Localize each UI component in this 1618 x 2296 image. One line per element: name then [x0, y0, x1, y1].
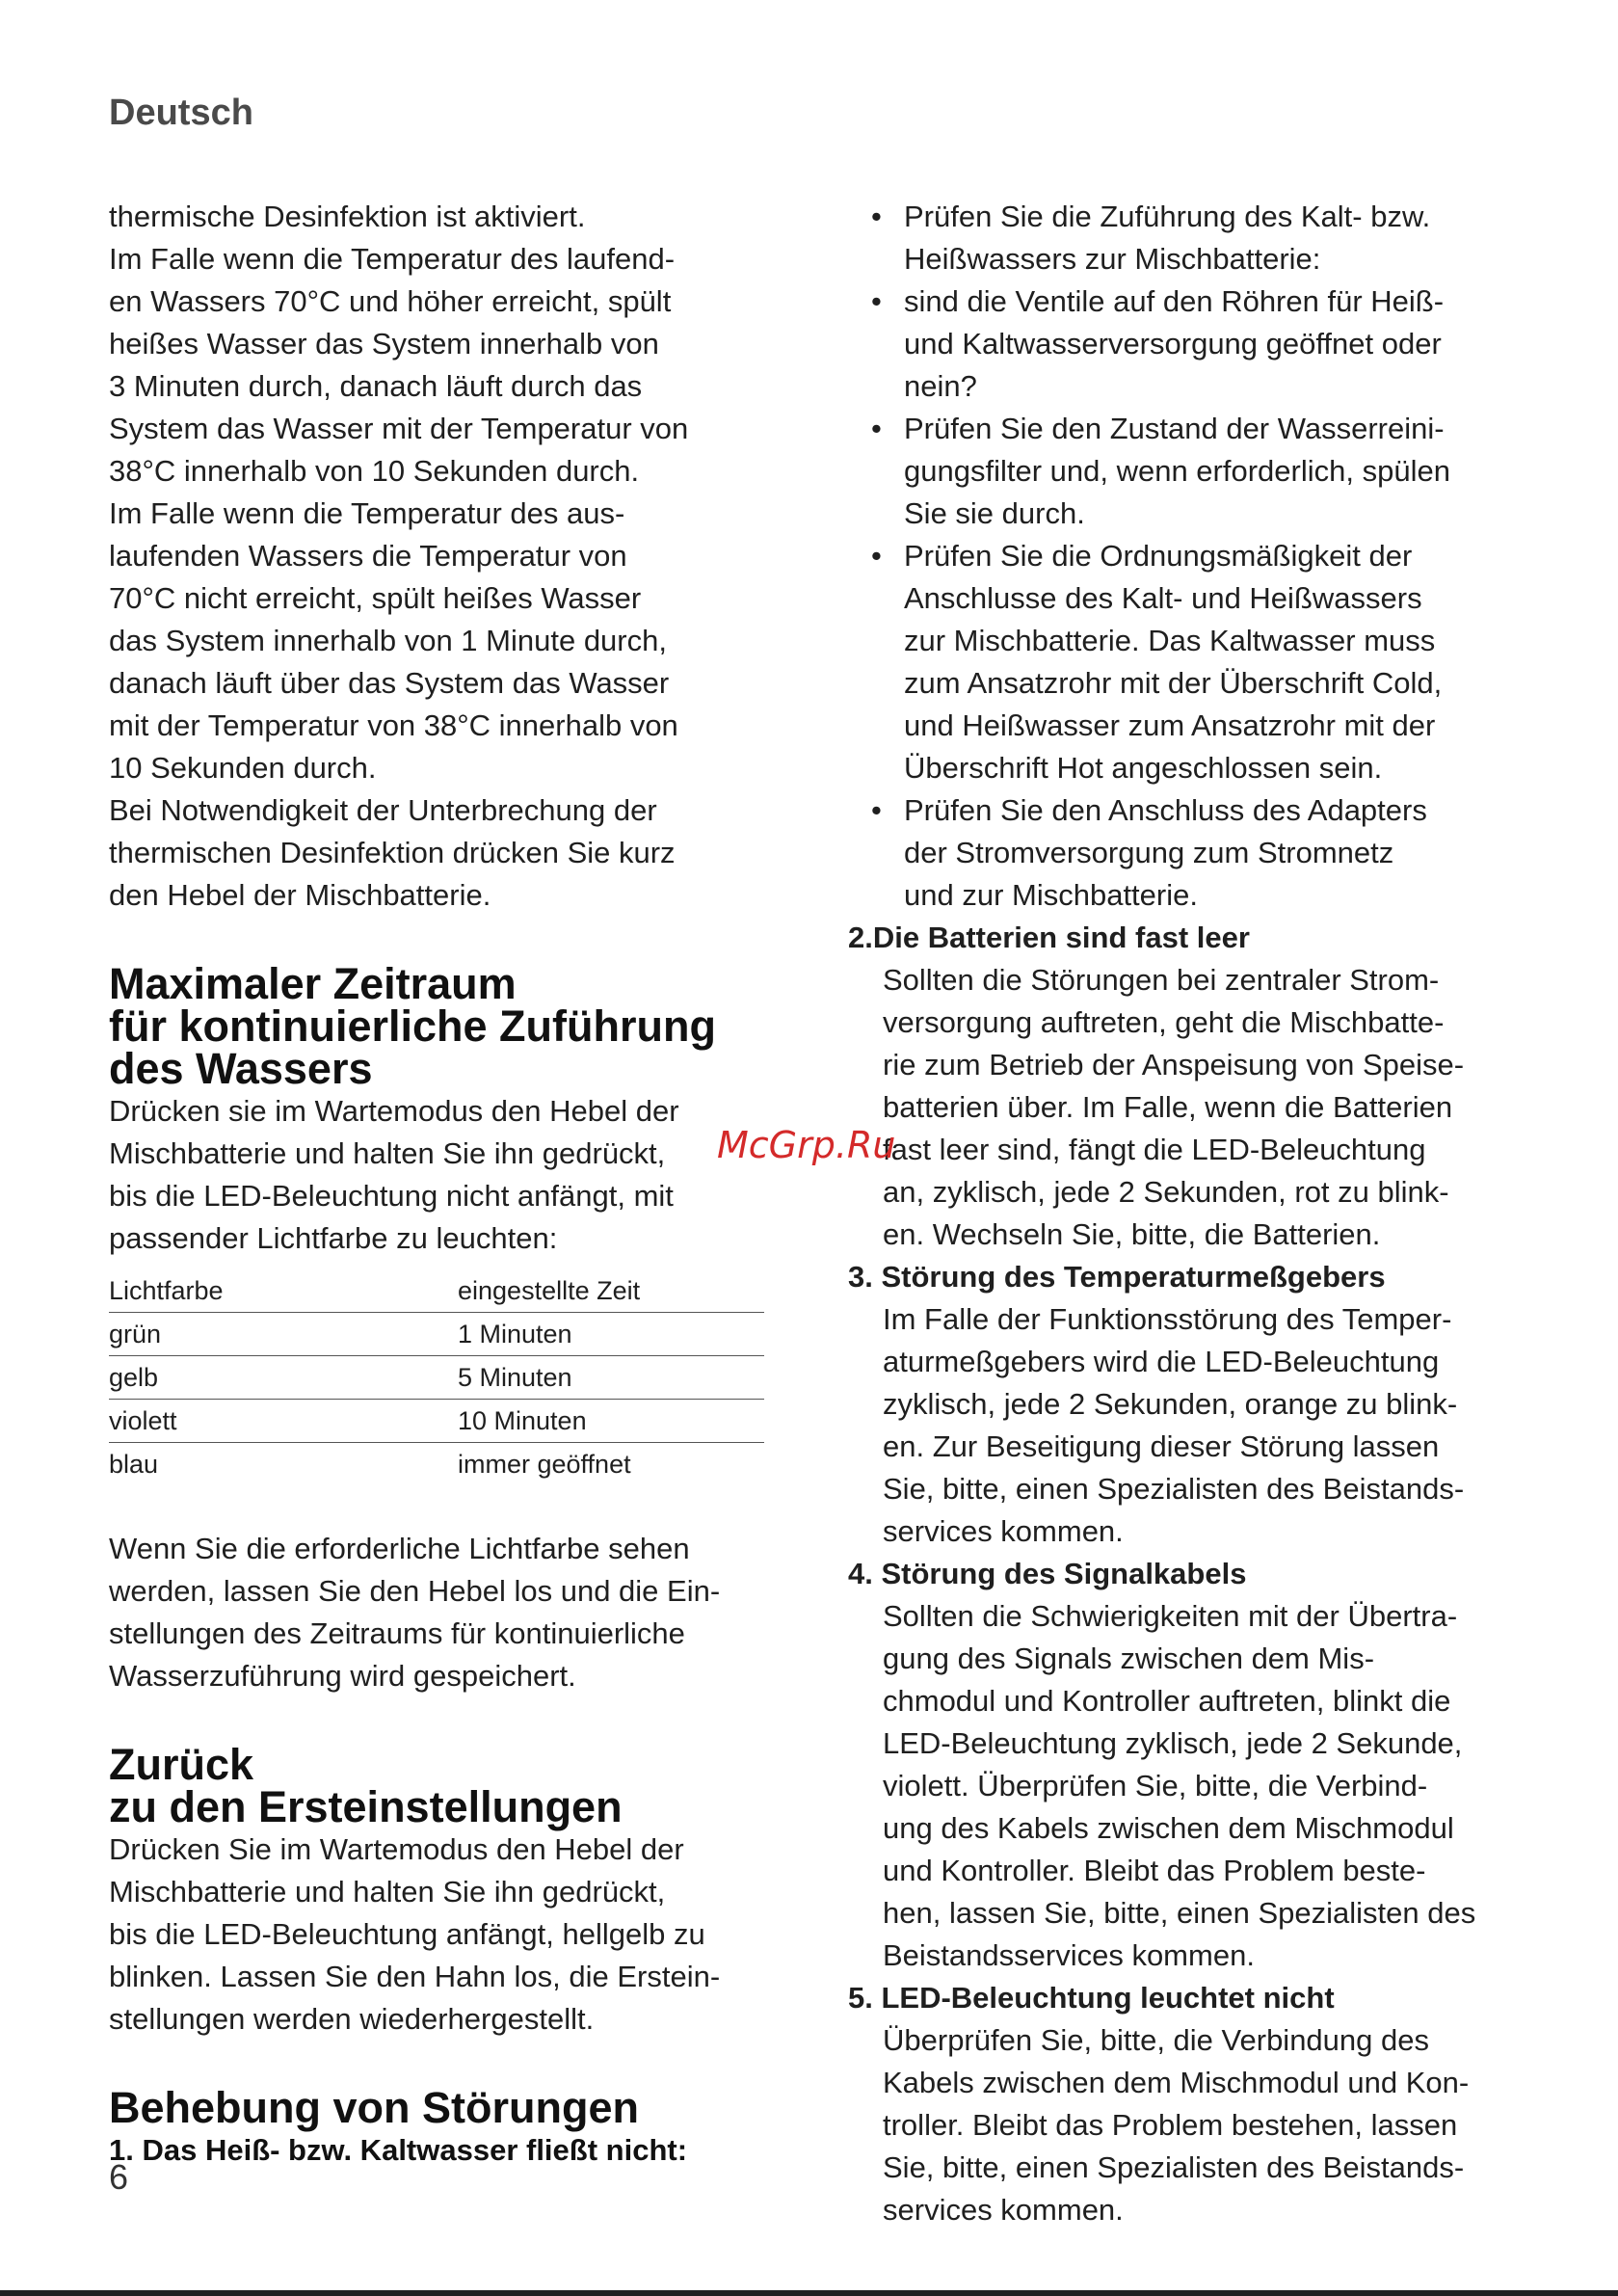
- text-line: LED-Beleuchtung zyklisch, jede 2 Sekunde,: [883, 1726, 1463, 1760]
- text-line: en Wassers 70°C und höher erreicht, spült: [109, 284, 672, 318]
- list-item: [848, 408, 1513, 535]
- text-line: werden, lassen Sie den Hebel los und die Ein-: [109, 1574, 721, 1608]
- trouble-item-led: [848, 1977, 1513, 2231]
- text-line: zum Ansatzrohr mit der Überschrift Cold,: [904, 666, 1443, 700]
- text-line: services kommen.: [883, 1514, 1124, 1548]
- text-line: das System innerhalb von 1 Minute durch,: [109, 624, 667, 657]
- text-line: versorgung auftreten, geht die Mischbatte-: [883, 1005, 1445, 1039]
- text-line: 3 Minuten durch, danach läuft durch das: [109, 369, 643, 403]
- text-line: Im Falle wenn die Temperatur des laufend-: [109, 242, 676, 276]
- text-line: Sie, bitte, einen Spezialisten des Beistands-: [883, 1472, 1465, 1506]
- table-cell: blau: [109, 1449, 159, 1479]
- text-line: und Kaltwasserversorgung geöffnet oder: [904, 327, 1442, 360]
- text-line: bis die LED-Beleuchtung anfängt, hellgelb zu: [109, 1917, 705, 1951]
- table-row: [109, 1356, 764, 1400]
- table-cell: 1 Minuten: [458, 1313, 764, 1356]
- text-line: ung des Kabels zwischen dem Mischmodul: [883, 1811, 1454, 1845]
- list-item: [848, 789, 1513, 917]
- text-line: Wenn Sie die erforderliche Lichtfarbe sehen: [109, 1532, 690, 1565]
- spacer: [109, 1485, 764, 1528]
- table-row: [109, 1443, 764, 1486]
- text-line: laufenden Wassers die Temperatur von: [109, 539, 627, 573]
- trouble-item-signal-cable: [848, 1553, 1513, 1977]
- text-line: Heißwassers zur Mischbatterie:: [904, 242, 1321, 276]
- text-line: an, zyklisch, jede 2 Sekunden, rot zu blink-: [883, 1175, 1449, 1209]
- text-line: Drücken sie im Wartemodus den Hebel der: [109, 1094, 679, 1128]
- text-line: Mischbatterie und halten Sie ihn gedrückt,: [109, 1136, 666, 1170]
- text-line: danach läuft über das System das Wasser: [109, 666, 670, 700]
- text-line: mit der Temperatur von 38°C innerhalb von: [109, 708, 678, 742]
- text-line: • sind die Ventile auf den Röhren für Heiß-: [904, 284, 1445, 318]
- text-line: und Kontroller. Bleibt das Problem beste-: [883, 1854, 1426, 1887]
- text-line: stellungen werden wiederhergestellt.: [109, 2002, 595, 2036]
- text-line: en. Zur Beseitigung dieser Störung lassen: [883, 1429, 1440, 1463]
- text-line: thermische Desinfektion ist aktiviert.: [109, 200, 586, 233]
- text-line: Sollten die Schwierigkeiten mit der Übertra-: [883, 1599, 1458, 1633]
- text-line: Überschrift Hot angeschlossen sein.: [904, 751, 1383, 785]
- table-header-cell: eingestellte Zeit: [458, 1269, 764, 1313]
- watermark: McGrp.Ru: [717, 1124, 896, 1166]
- text-line: troller. Bleibt das Problem bestehen, lassen: [883, 2108, 1458, 2142]
- page-header-language: Deutsch: [109, 93, 253, 133]
- text-line: violett. Überprüfen Sie, bitte, die Verbind-: [883, 1769, 1428, 1802]
- text-line: und Heißwasser zum Ansatzrohr mit der: [904, 708, 1436, 742]
- bottom-rule: [0, 2290, 1618, 2296]
- section-reset: [109, 1740, 764, 2041]
- table-cell: grün: [109, 1313, 458, 1356]
- text-line: bis die LED-Beleuchtung nicht anfängt, mit: [109, 1179, 674, 1213]
- table-row: [109, 1313, 764, 1356]
- section-heading: Zurück: [109, 1740, 254, 1789]
- text-line: • Prüfen Sie die Ordnungsmäßigkeit der: [904, 539, 1413, 573]
- right-column: [848, 196, 1513, 2231]
- text-line: Sollten die Störungen bei zentraler Strom-: [883, 963, 1440, 997]
- spacer: [109, 1697, 764, 1744]
- text-line: batterien über. Im Falle, wenn die Batterien: [883, 1090, 1453, 1124]
- text-line: Anschlusse des Kalt- und Heißwassers: [904, 581, 1422, 615]
- text-line: • Prüfen Sie die Zuführung des Kalt- bzw.: [904, 200, 1431, 233]
- text-line: Bei Notwendigkeit der Unterbrechung der: [109, 793, 657, 827]
- text-line: zur Mischbatterie. Das Kaltwasser muss: [904, 624, 1436, 657]
- text-line: • Prüfen Sie den Zustand der Wasserreini-: [904, 412, 1445, 445]
- section-max-duration: [109, 959, 764, 1697]
- text-line: 10 Sekunden durch.: [109, 751, 377, 785]
- text-line: • Prüfen Sie den Anschluss des Adapters: [904, 793, 1427, 827]
- text-line: Beistandsservices kommen.: [883, 1938, 1255, 1972]
- table-cell: 10 Minuten: [458, 1400, 764, 1443]
- text-line: gung des Signals zwischen dem Mis-: [883, 1642, 1375, 1675]
- list-item: [848, 196, 1513, 280]
- text-line: chmodul und Kontroller auftreten, blinkt die: [883, 1684, 1451, 1718]
- item-heading: 3. Störung des Temperaturmeßgebers: [848, 1260, 1386, 1294]
- subsection-heading: 1. Das Heiß- bzw. Kaltwasser fließt nicht:: [109, 2133, 688, 2167]
- text-line: stellungen des Zeitraums für kontinuierliche: [109, 1616, 685, 1650]
- check-list: [848, 196, 1513, 917]
- text-line: Drücken Sie im Wartemodus den Hebel der: [109, 1832, 684, 1866]
- intro-text: [109, 196, 764, 917]
- trouble-item-batteries: [848, 917, 1513, 1256]
- text-line: Mischbatterie und halten Sie ihn gedrückt,: [109, 1875, 666, 1909]
- text-line: zyklisch, jede 2 Sekunden, orange zu blink-: [883, 1387, 1458, 1421]
- trouble-item-temperature-sensor: [848, 1256, 1513, 1553]
- text-line: fast leer sind, fängt die LED-Beleuchtung: [883, 1133, 1426, 1166]
- text-line: gungsfilter und, wenn erforderlich, spülen: [904, 454, 1450, 488]
- table-cell: 5 Minuten: [458, 1356, 764, 1400]
- left-column: [109, 196, 764, 2172]
- item-heading: 5. LED-Beleuchtung leuchtet nicht: [848, 1981, 1335, 2015]
- table-header-cell: Lichtfarbe: [109, 1269, 458, 1313]
- text-line: Sie, bitte, einen Spezialisten des Beistands-: [883, 2150, 1465, 2184]
- page-number: 6: [109, 2157, 129, 2197]
- section-heading: des Wassers: [109, 1044, 373, 1093]
- text-line: und zur Mischbatterie.: [904, 878, 1198, 912]
- light-color-table: [109, 1269, 764, 1485]
- section-heading: für kontinuierliche Zuführung: [109, 1001, 716, 1051]
- text-line: aturmeßgebers wird die LED-Beleuchtung: [883, 1345, 1440, 1378]
- text-line: en. Wechseln Sie, bitte, die Batterien.: [883, 1217, 1381, 1251]
- text-line: Kabels zwischen dem Mischmodul und Kon-: [883, 2066, 1470, 2099]
- text-line: Im Falle der Funktionsstörung des Temper-: [883, 1302, 1452, 1336]
- text-line: services kommen.: [883, 2193, 1124, 2227]
- text-line: 70°C nicht erreicht, spült heißes Wasser: [109, 581, 642, 615]
- text-line: Im Falle wenn die Temperatur des aus-: [109, 496, 625, 530]
- text-line: Überprüfen Sie, bitte, die Verbindung des: [883, 2023, 1429, 2057]
- list-item: [848, 280, 1513, 408]
- item-heading: 2.Die Batterien sind fast leer: [848, 921, 1250, 954]
- text-line: Sie sie durch.: [904, 496, 1085, 530]
- section-heading: Maximaler Zeitraum: [109, 959, 517, 1008]
- text-line: nein?: [904, 369, 977, 403]
- text-line: 38°C innerhalb von 10 Sekunden durch.: [109, 454, 640, 488]
- text-line: hen, lassen Sie, bitte, einen Spezialisten des: [883, 1896, 1476, 1930]
- text-line: System das Wasser mit der Temperatur von: [109, 412, 689, 445]
- table-cell: immer geöffnet: [458, 1449, 631, 1479]
- text-line: der Stromversorgung zum Stromnetz: [904, 836, 1394, 869]
- text-line: rie zum Betrieb der Anspeisung von Speise-: [883, 1048, 1465, 1081]
- text-line: heißes Wasser das System innerhalb von: [109, 327, 659, 360]
- text-line: blinken. Lassen Sie den Hahn los, die Erstein-: [109, 1960, 721, 1993]
- text-line: Wasserzuführung wird gespeichert.: [109, 1659, 576, 1693]
- list-item: [848, 535, 1513, 789]
- section-heading: zu den Ersteinstellungen: [109, 1782, 623, 1831]
- text-line: passender Lichtfarbe zu leuchten:: [109, 1221, 558, 1255]
- item-heading: 4. Störung des Signalkabels: [848, 1557, 1247, 1590]
- text-line: thermischen Desinfektion drücken Sie kurz: [109, 836, 676, 869]
- table-cell: gelb: [109, 1356, 458, 1400]
- section-heading: Behebung von Störungen: [109, 2083, 639, 2132]
- table-cell: violett: [109, 1400, 458, 1443]
- spacer: [109, 917, 764, 963]
- table-header-row: [109, 1269, 764, 1313]
- text-line: den Hebel der Mischbatterie.: [109, 878, 491, 912]
- spacer: [109, 2041, 764, 2087]
- table-row: [109, 1400, 764, 1443]
- section-troubleshooting: [109, 2083, 764, 2172]
